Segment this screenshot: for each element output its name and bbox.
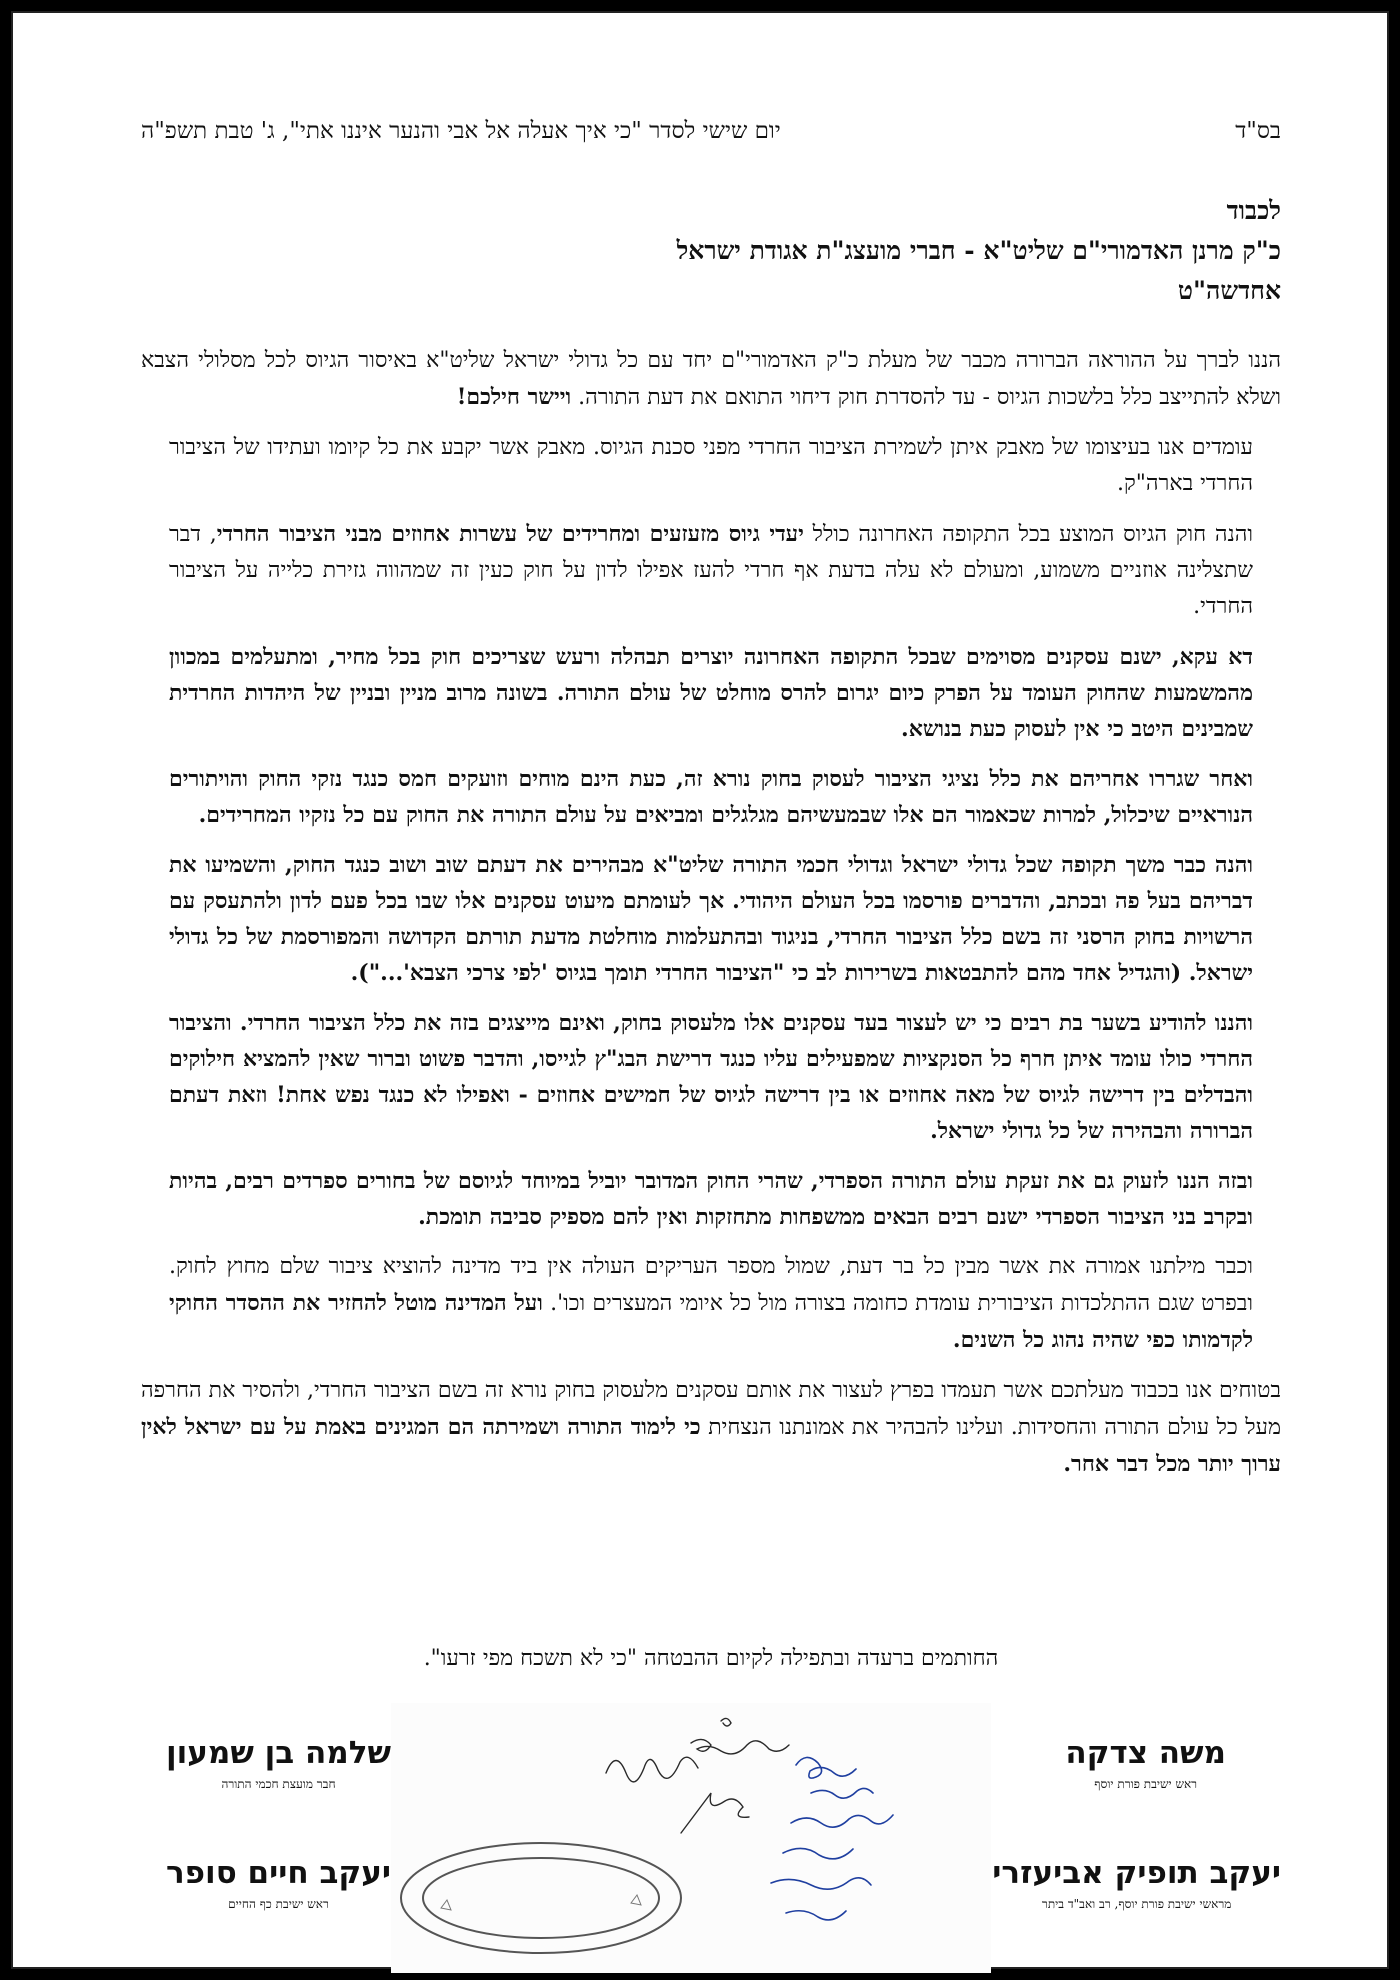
- signatory-1: [1065, 1735, 1226, 1792]
- signature-area: [141, 1703, 1281, 1973]
- paragraph-7: והננו להודיע בשער בת רבים כי יש לעצור בעד עסקנים אלו מלעסוק בחוק, ואינם מייצגים בזה את כלל הציבור החרדי. והציבור החרדי כולו עומד איתן חרף כל הסנקציות שמפעילים עליו כנגד דרישת הבג"ץ לגייסו, והדבר פשוט וברור שאין להמציא חילוקים והבדלים בין דרישה לגיוס של מאה אחוזים או בין דרישה לגיוס של חמישים אחוזים - ואפילו לא כנגד נפש אחת! וזאת דעתם הברורה והבהירה של כל גדולי ישראל.: [169, 1010, 1253, 1144]
- letter-body: [141, 343, 1281, 1497]
- signatory-4: [166, 1855, 391, 1912]
- signatory-4-title: ראש ישיבת כף החיים: [228, 1897, 329, 1911]
- signatory-2: [166, 1735, 391, 1792]
- signatory-4-name: יעקב חיים סופר: [166, 1855, 391, 1891]
- bsd-mark: בס"ד: [1235, 118, 1281, 144]
- document-frame: [11, 11, 1389, 1969]
- address-line-2: כ"ק מרנן האדמורי"ם שליט"א - חברי מועצג"ת אגודת ישראל: [676, 236, 1281, 265]
- paragraph-10-text: בטוחים אנו בכבוד מעלתכם אשר תעמדו בפרץ לעצור את אותם עסקנים מלעסוק בחוק נורא זה בשם הציבור החרדי, ולהסיר את החרפה מעל כל עולם התורה והחסידות. ועלינו להבהיר את אמונתנו הנצחית: [141, 1378, 1281, 1440]
- paragraph-3: [169, 516, 1253, 625]
- paragraph-10: [141, 1373, 1281, 1483]
- paragraph-2: עומדים אנו בעיצומו של מאבק איתן לשמירת הציבור החרדי מפני סכנת הגיוס. מאבק אשר יקבע את כל קיומו ועתידו של הציבור החרדי בארה"ק.: [169, 435, 1253, 496]
- paragraph-9: [169, 1249, 1253, 1359]
- address-line-1: לכבוד: [1226, 196, 1281, 225]
- signatory-2-name: שלמה בן שמעון: [166, 1735, 391, 1771]
- closing-line: החותמים ברעדה ובתפילה לקיום ההבטחה "כי לא תשכח מפי זרעו".: [423, 1646, 999, 1671]
- paragraph-6: והנה כבר משך תקופה שכל גדולי ישראל וגדולי חכמי התורה שליט"א מבהירים את דעתם שוב ושוב כנגד החוק, והשמיעו את דבריהם בעל פה ובכתב, והדברים פורסמו בכל העולם היהודי. אך לעומתם מיעוט עסקנים אלו שבו בכל פעם לדון ולהתעסק עם הרשויות בחוק הרסני זה בשם כלל הציבור החרדי, בניגוד ובהתעלמות מוחלטת מדעת תורתם הקדושה והמפורסמת של כל גדולי ישראל. (והגדיל אחד מהם להתבטאות בשרירות לב כי "הציבור החרדי תומך בגיוס 'לפי צרכי הצבא'...").: [169, 852, 1253, 986]
- paragraph-5: ואחר שגררו אחריהם את כלל נציגי הציבור לעסוק בחוק נורא זה, כעת הינם מוחים וזועקים חמס כנגד נזקי החוק והויתורים הנוראיים שיכלול, למרות שכאמור הם אלו שבמעשיהם מגלגלים ומביאים על עולם התורה את החוק עם כל נזקיו המחרידים.: [169, 766, 1253, 828]
- address-block: [141, 191, 1281, 311]
- paragraph-3-bold: יעדי גיוס מזעזעים ומחרידים של עשרות אחוזים מבני הציבור החרדי: [216, 521, 804, 547]
- signatures-drawing: [391, 1703, 991, 1973]
- address-line-3: אחדשה"ט: [1177, 276, 1281, 305]
- paragraph-1: [141, 343, 1281, 416]
- paragraph-9-text: וכבר מילתנו אמורה את אשר מבין כל בר דעת, שמול מספר העריקים העולה אין ביד מדינה להוציא ציבור שלם מחוץ לחוק. ובפרט שגם ההתלכדות הציבורית עומדת כחומה בצורה מול כל איומי המעצרים וכו'.: [169, 1254, 1254, 1316]
- paragraph-4: דא עקא, ישנם עסקנים מסוימים שבכל התקופה האחרונה יוצרים תבהלה ורעש שצריכים חוק בכל מחיר, ומתעלמים במכוון מהמשמעות שהחוק העומד על הפרק כיום יגרום להרס מוחלט של עולם התורה. בשונה מרוב מניין ובניין של היהדות החרדית שמבינים היטב כי אין לעסוק כעת בנושא.: [169, 644, 1253, 742]
- letter-header: [141, 118, 1281, 158]
- signatory-3: [992, 1855, 1281, 1912]
- paragraph-8: ובזה הננו לזעוק גם את זעקת עולם התורה הספרדי, שהרי החוק המדובר יוביל במיוחד לגיוסם של בחורים ספרדים רבים, בהיות ובקרב בני הציבור הספרדי ישנם רבים הבאים ממשפחות מתחזקות ואין להם מספיק סביבה תומכת.: [169, 1168, 1253, 1230]
- paragraph-10-bold: כי לימוד התורה ושמירתה הם המגינים באמת על עם ישראל לאין ערוך יותר מכל דבר אחר.: [141, 1414, 1281, 1477]
- paragraph-1-text: הננו לברך על ההוראה הברורה מכבר של מעלת כ"ק האדמורי"ם יחד עם כל גדולי ישראל שליט"א באיסור הגיוס לכל מסלולי הצבא ושלא להתייצב כלל בלשכות הגיוס - עד להסדרת חוק דיחוי התואם את דעת התורה.: [141, 348, 1281, 410]
- paragraph-9-bold: ועל המדינה מוטל להחזיר את ההסדר החוקי לקדמותו כפי שהיה נהוג כל השנים.: [169, 1290, 1253, 1353]
- paragraph-3-text-end: , דבר שתצלינה אוזניים משמוע, ומעולם לא עלה בדעת אף חרדי להעז אפילו לדון על חוק כעין זה שמהווה גזירת כלייה על הציבור החרדי.: [169, 522, 1253, 619]
- date-line: יום שישי לסדר "כי איך אעלה אל אבי והנער איננו אתי", ג' טבת תשפ"ה: [141, 118, 781, 144]
- letter-page: [141, 13, 1281, 1967]
- signatory-1-name: משה צדקה: [1065, 1735, 1226, 1771]
- signatory-2-title: חבר מועצת חכמי התורה: [221, 1777, 336, 1791]
- signatory-1-title: ראש ישיבת פורת יוסף: [1094, 1777, 1198, 1791]
- paragraph-3-text: והנה חוק הגיוס המוצע בכל התקופה האחרונה כולל: [812, 522, 1254, 547]
- signatory-3-title: מראשי ישיבת פורת יוסף, רב ואב"ד ביתר: [1041, 1897, 1232, 1911]
- paragraph-1-bold: ויישר חילכם!: [456, 384, 572, 410]
- signatory-3-name: יעקב תופיק אביעזרי: [992, 1855, 1281, 1891]
- handwritten-signatures-stamp: [391, 1703, 991, 1973]
